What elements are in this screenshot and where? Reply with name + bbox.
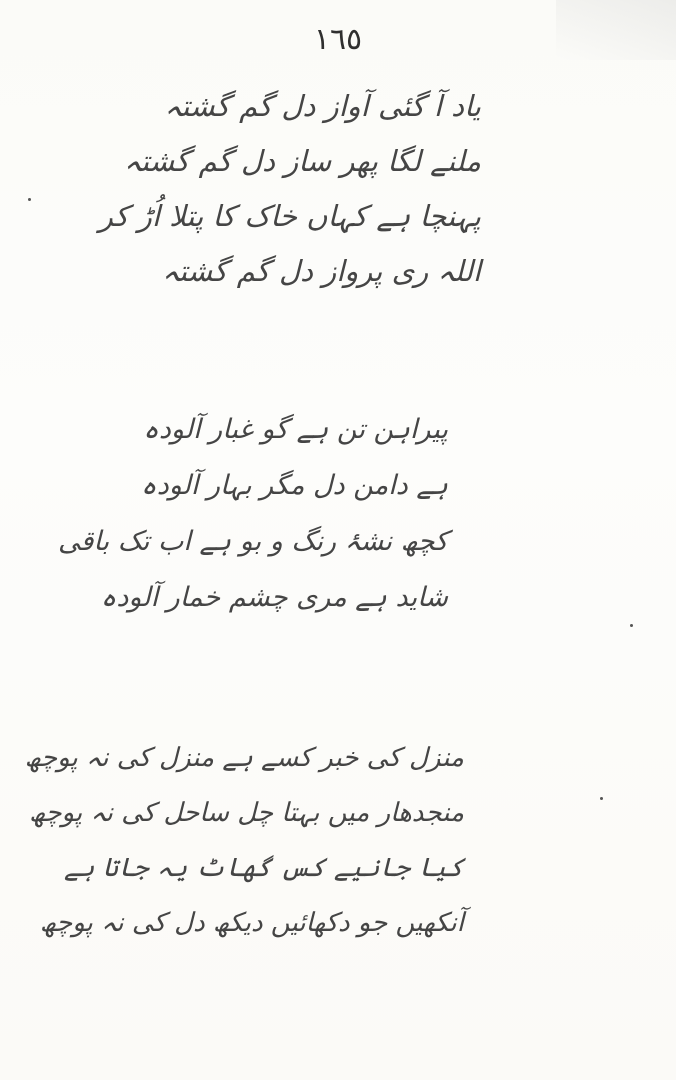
ink-speck bbox=[630, 624, 633, 627]
verse-line: پہنچا ہے کہاں خاک کا پتلا اُڑ کر bbox=[98, 199, 481, 233]
ink-speck bbox=[28, 198, 31, 201]
verse-line: کچھ نشۂ رنگ و بو ہے اب تک باقی bbox=[57, 526, 448, 557]
verse-line: کیا جانیے کس گھاٹ یہ جاتا ہے bbox=[64, 853, 464, 883]
stanza-2 bbox=[57, 412, 448, 636]
verse-line: آنکھیں جو دکھائیں دیکھ دل کی نہ پوچھ bbox=[39, 908, 464, 938]
ink-speck bbox=[600, 797, 603, 800]
verse-line: منجدھار میں بہتا چل ساحل کی نہ پوچھ bbox=[29, 798, 464, 828]
verse-line: ملنے لگا پھر ساز دل گم گشتہ bbox=[124, 144, 481, 178]
stanza-3 bbox=[24, 742, 464, 962]
verse-line: یاد آ گئی آواز دل گم گشتہ bbox=[164, 89, 481, 123]
verse-line: شاید ہے مری چشم خمار آلودہ bbox=[100, 582, 448, 613]
page-number: ١٦٥ bbox=[313, 22, 363, 57]
verse-line: اللہ ری پرواز دل گم گشتہ bbox=[162, 254, 481, 288]
verse-line: منزل کی خبر کسے ہے منزل کی نہ پوچھ bbox=[24, 743, 464, 773]
stanza-1 bbox=[98, 88, 481, 308]
verse-line: پیراہن تن ہے گو غبار آلودہ bbox=[143, 414, 448, 445]
verse-line: ہے دامن دل مگر بہار آلودہ bbox=[140, 470, 448, 501]
